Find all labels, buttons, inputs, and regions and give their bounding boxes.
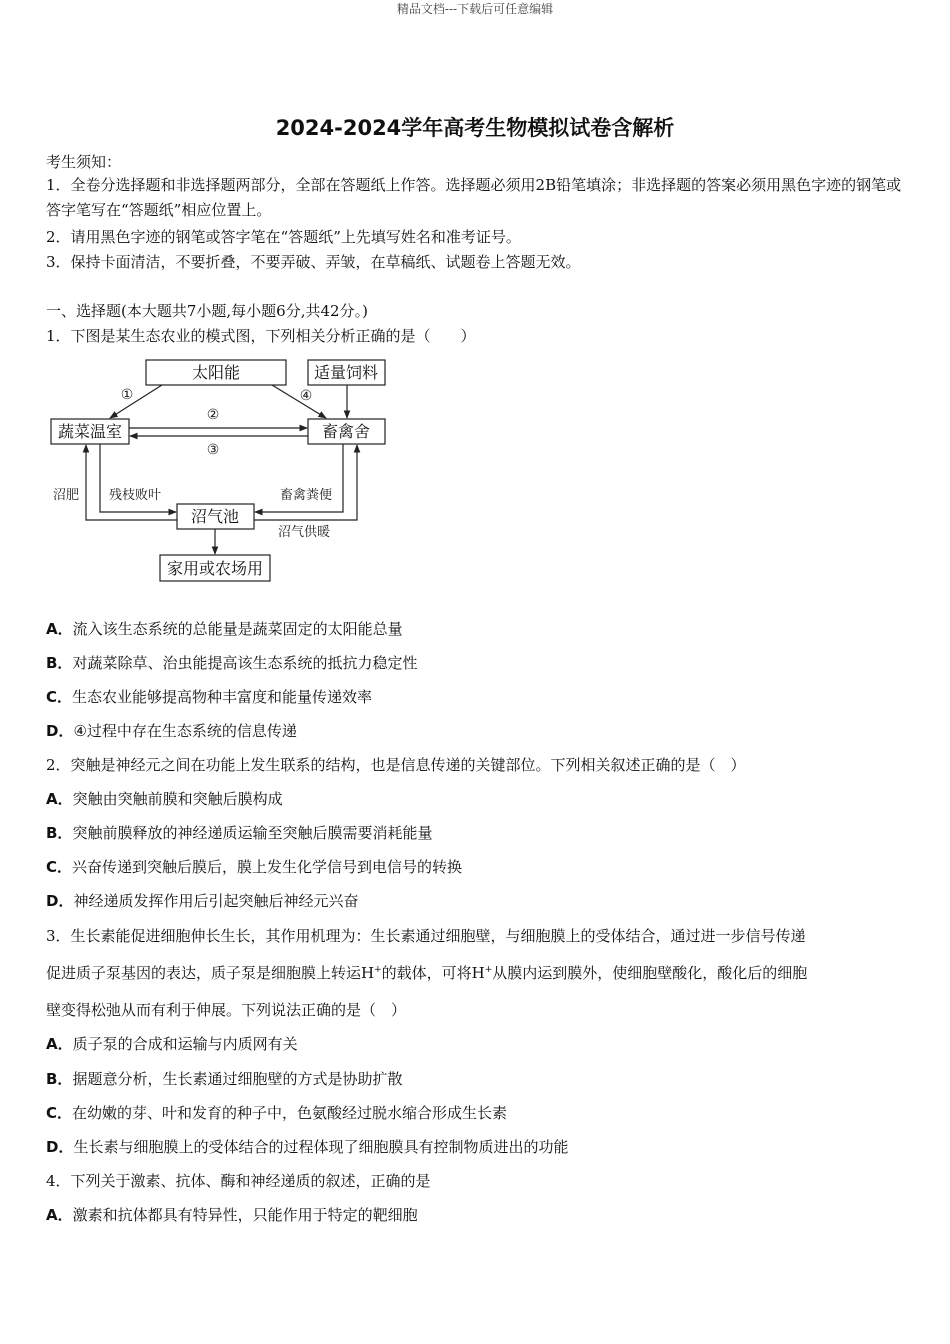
question-3-stem-line-1: 3．生长素能促进细胞伸长生长，其作用机理为：生长素通过细胞壁，与细胞膜上的受体结合，通过进一步信号传递 bbox=[46, 927, 806, 945]
notice-item-1: 1．全卷分选择题和非选择题两部分，全部在答题纸上作答。选择题必须用2B铅笔填涂；非选择题的答案必须用黑色字迹的钢笔或答字笔写在“答题纸”相应位置上。 bbox=[46, 176, 902, 219]
question-3-stem-line-2: 促进质子泵基因的表达，质子泵是细胞膜上转运H+的载体，可将H+从膜内运到膜外，使细胞壁酸化，酸化后的细胞 bbox=[46, 964, 808, 982]
q3-option-d: D．生长素与细胞膜上的受体结合的过程体现了细胞膜具有控制物质进出的功能 bbox=[46, 1138, 569, 1156]
node-home: 家用或农场用 bbox=[166, 559, 264, 578]
label-heating: 沼气供暖 bbox=[277, 525, 331, 540]
label-process-1: ① bbox=[120, 387, 134, 403]
notice-item-3: 3．保持卡面清洁，不要折叠，不要弄破、弄皱，在草稿纸、试题卷上答题无效。 bbox=[46, 253, 581, 271]
notice-item-2: 2．请用黑色字迹的钢笔或答字笔在“答题纸”上先填写姓名和准考证号。 bbox=[46, 228, 521, 246]
q2-option-a: A．突触由突触前膜和突触后膜构成 bbox=[46, 790, 283, 808]
arrow-sun-greenhouse bbox=[110, 385, 162, 418]
node-greenhouse: 蔬菜温室 bbox=[57, 422, 123, 441]
q2-option-d: D．神经递质发挥作用后引起突触后神经元兴奋 bbox=[46, 892, 359, 910]
q4-option-a: A．激素和抗体都具有特异性，只能作用于特定的靶细胞 bbox=[46, 1206, 418, 1224]
label-process-4: ④ bbox=[299, 388, 313, 404]
q1-option-a: A．流入该生态系统的总能量是蔬菜固定的太阳能总量 bbox=[46, 620, 403, 638]
question-4-stem: 4．下列关于激素、抗体、酶和神经递质的叙述，正确的是 bbox=[46, 1172, 431, 1190]
label-process-3: ③ bbox=[206, 442, 220, 458]
notice-heading: 考生须知： bbox=[46, 153, 122, 171]
question-2-stem: 2．突触是神经元之间在功能上发生联系的结构，也是信息传递的关键部位。下列相关叙述正确的是（ ） bbox=[46, 756, 746, 774]
node-feed: 适量饲料 bbox=[313, 363, 379, 382]
q1-option-b: B．对蔬菜除草、治虫能提高该生态系统的抵抗力稳定性 bbox=[46, 654, 418, 672]
label-dung: 畜禽粪便 bbox=[279, 488, 333, 503]
document-title: 2024-2024学年高考生物模拟试卷含解析 bbox=[275, 116, 675, 140]
eco-agriculture-diagram bbox=[40, 352, 400, 592]
question-3-stem-line-3: 壁变得松弛从而有利于伸展。下列说法正确的是（ ） bbox=[46, 1001, 407, 1019]
q3-option-b: B．据题意分析，生长素通过细胞壁的方式是协助扩散 bbox=[46, 1070, 403, 1088]
label-process-2: ② bbox=[206, 407, 220, 423]
q2-option-b: B．突触前膜释放的神经递质运输至突触后膜需要消耗能量 bbox=[46, 824, 433, 842]
node-sun: 太阳能 bbox=[191, 363, 241, 382]
label-residue: 残枝败叶 bbox=[108, 488, 162, 503]
q3-option-c: C．在幼嫩的芽、叶和发育的种子中，色氨酸经过脱水缩合形成生长素 bbox=[46, 1104, 508, 1122]
node-livestock: 畜禽舍 bbox=[321, 422, 371, 441]
q2-option-c: C．兴奋传递到突触后膜后，膜上发生化学信号到电信号的转换 bbox=[46, 858, 463, 876]
arrow-biogas-livestock bbox=[254, 445, 357, 520]
question-1-stem: 1．下图是某生态农业的模式图，下列相关分析正确的是（ ） bbox=[46, 327, 476, 345]
page-header: 精品文档---下载后可任意编辑 bbox=[396, 2, 554, 16]
label-manure-fert: 沼肥 bbox=[52, 488, 80, 503]
section-title: 一、选择题(本大题共7小题,每小题6分,共42分。) bbox=[46, 302, 368, 320]
q3-option-a: A．质子泵的合成和运输与内质网有关 bbox=[46, 1035, 298, 1053]
q1-option-c: C．生态农业能够提高物种丰富度和能量传递效率 bbox=[46, 688, 373, 706]
q1-option-d: D．④过程中存在生态系统的信息传递 bbox=[46, 722, 297, 740]
node-biogas: 沼气池 bbox=[190, 507, 240, 526]
